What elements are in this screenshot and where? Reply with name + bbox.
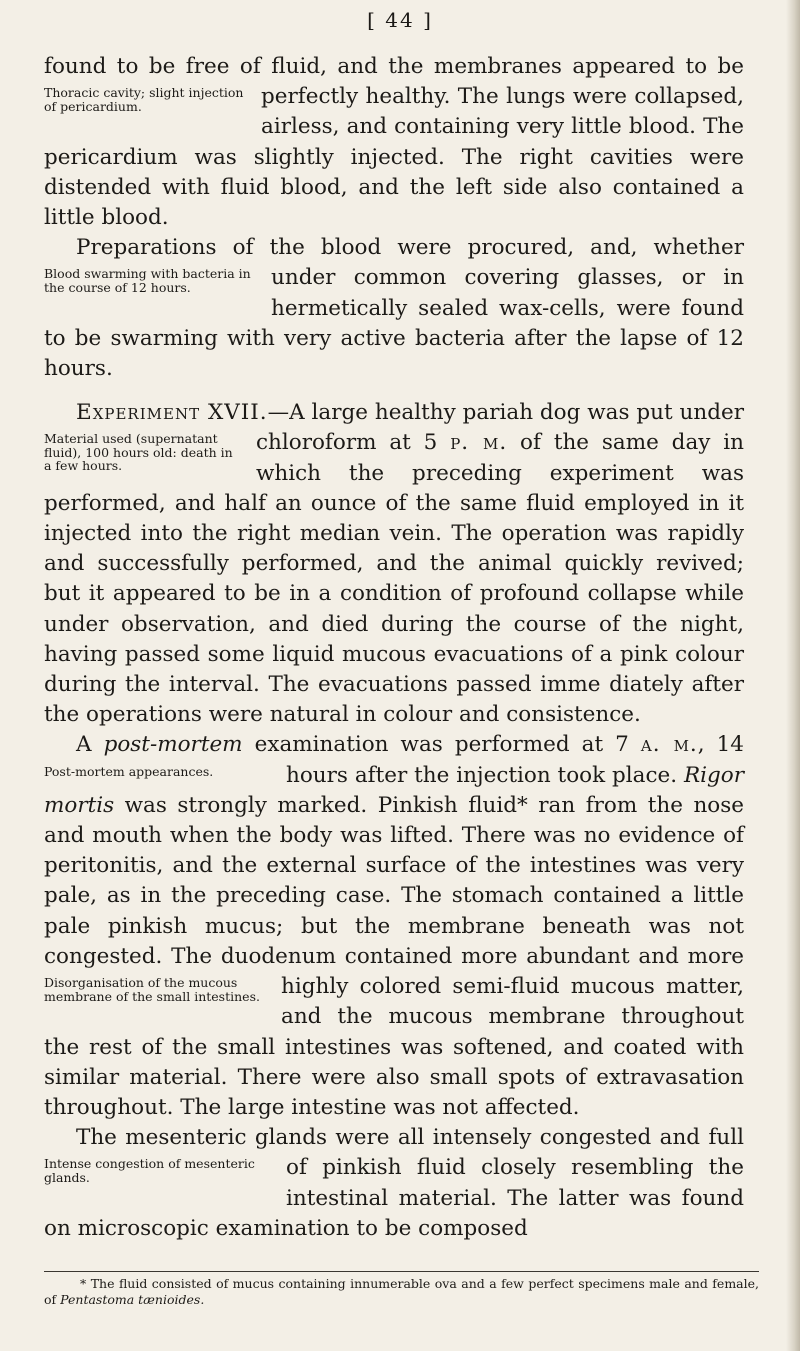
footnote-rule [44, 1271, 759, 1272]
paragraph-1-text: be perfectly healthy. The lungs were collapsed, airless, and containing very little blood. The pericardium was slightly injected. The right cavities were distended with fluid blood, and the left side also contained a little blood. [44, 54, 744, 231]
paragraph-4-d: place. [612, 762, 684, 788]
paragraph-4-c: , 14 hours after the injection took [286, 732, 744, 788]
paragraph-5-start: The mesenteric glands were all intensely congested and [76, 1125, 701, 1151]
experiment-heading: Experiment XVII. [76, 400, 268, 426]
paragraph-2-start: Preparations of the blood were procured, and, whether under common covering glasses, or [76, 235, 744, 291]
paragraph-3-text: the same day in which the preceding experiment was performed, and half an ounce of the same fluid employed in it injected into the right median vein. The operation was rapidly and successfully performed, and the animal quickly revived; but it appeared to be in a condition of profound collapse while under observation, and died during the course of the night, having passed some liquid mucous evacuations of a pink colour during the interval. The evacuations passed imme diately after the operations were natural in colour and consistence. [44, 430, 744, 728]
paragraph-3-of: of [507, 430, 541, 456]
paragraph-4-f: highly colored semi-fluid mucous matter, and the mucous membrane throughout the rest of the small intestines was softened, and coated with similar material. There were also small spots of extravasation throughout. The large intestine was not affected. [44, 974, 744, 1120]
paragraph-3 [44, 398, 744, 730]
paragraph-2 [44, 233, 744, 384]
paragraph-4-b: examination was performed at 7 [242, 732, 641, 758]
time-pm: p. m. [450, 430, 508, 456]
margin-note-mesenteric: Intense congestion of mesenteric glands. [44, 1156, 255, 1185]
paragraph-4-a: A [76, 732, 104, 758]
paragraph-5-text: full of pinkish fluid closely resembling the intestinal material. The latter was found on microscopic examination to be composed [44, 1125, 744, 1241]
page-edge [786, 0, 800, 1351]
footnote-text: * The fluid consisted of mucus containing innumerable ova and a few perfect specimens male and female, of [44, 1276, 759, 1307]
post-mortem-term: post-mortem [103, 732, 243, 758]
margin-note-post-mortem: Post-mortem appearances. [44, 763, 214, 779]
time-am: a. m. [640, 732, 698, 758]
paragraph-5 [44, 1123, 744, 1244]
margin-note-material: Material used (supernatant fluid), 100 hours old: death in a few hours. [44, 431, 233, 474]
paragraph-2-text: in hermetically sealed wax-cells, were found to be swarming with very active bacteria after the lapse of 12 hours. [44, 265, 744, 382]
paragraph-4-e: was strongly marked. Pinkish fluid* ran from the nose and mouth when the body was lifted. There was no evidence of peritonitis, and the external surface of the intestines was very pale, as in the preceding case. The stomach contained a little pale pinkish mucus; but the membrane beneath was not congested. The duodenum contained more abundant and more [44, 792, 744, 969]
margin-note-blood: Blood swarming with bacteria in the course of 12 hours. [44, 266, 251, 295]
paragraph-1-start: found to be free of fluid, and the membranes appeared to [44, 54, 708, 79]
footnote [44, 1276, 759, 1308]
footnote-species: Pentastoma tænioides. [60, 1292, 205, 1307]
margin-note-disorganisation: Disorganisation of the mucous membrane of the small intestines. [44, 975, 260, 1004]
paragraph-3-start: —A large healthy pariah dog was put under chloroform at 5 [256, 400, 744, 456]
body-text [44, 52, 744, 1244]
margin-note-thoracic: Thoracic cavity; slight injection of pericardium. [44, 85, 244, 114]
paragraph-1 [44, 52, 744, 233]
paragraph-4 [44, 730, 744, 1123]
page-number: [ 44 ] [367, 8, 433, 32]
rigor-mortis-term: Rigor mortis [44, 762, 744, 818]
